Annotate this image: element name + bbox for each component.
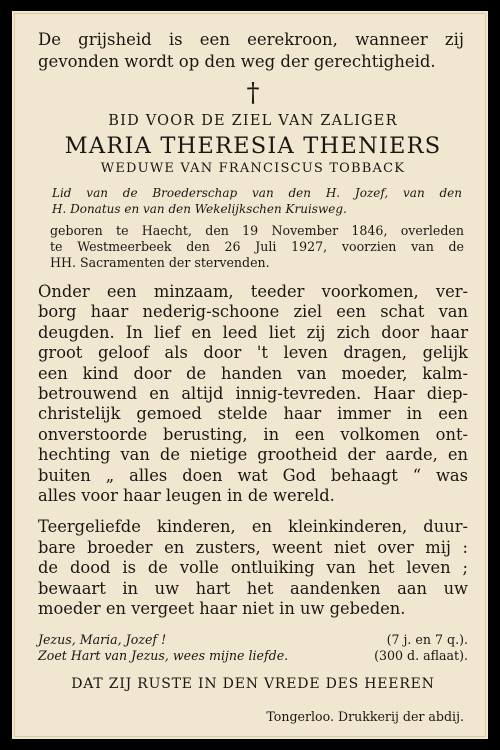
paragraph-line: buiten „ alles doen wat God behaagt “ was [38, 465, 468, 485]
paragraph-line: moeder en vergeet haar niet in uw gebeden. [38, 599, 406, 619]
membership [52, 185, 462, 217]
paragraph-line: Teergeliefde kinderen, en kleinkinderen, duur- [38, 517, 468, 537]
deceased-name: MARIA THERESIA THENIERS [64, 133, 442, 159]
prayers [38, 632, 468, 664]
epigraph-line: gevonden wordt op den weg der gerechtigheid. [38, 52, 436, 71]
epigraph [38, 29, 464, 73]
closing-line: DAT ZIJ RUSTE IN DEN VREDE DES HEEREN [71, 675, 435, 692]
birth-death-line: HH. Sacramenten der stervenden. [50, 255, 270, 270]
paragraph-line: bare broeder en zusters, weent niet over mij : [38, 537, 468, 557]
prayer-indulgence: (7 j. en 7 q.). [386, 631, 468, 647]
birth-death-line: te Westmeerbeek den 26 Juli 1927, voorzien van de [50, 239, 464, 254]
paragraph-line: christelijk gemoed stelde haar immer in een [38, 404, 468, 424]
paragraph-line: alles voor haar leugen in de wereld. [38, 486, 335, 506]
paragraph-line: borg haar nederig-schoone ziel een schat van [38, 302, 468, 322]
prayer-text: Jezus, Maria, Jozef ! [38, 631, 167, 647]
prayer-text: Zoet Hart van Jezus, wees mijne liefde. [38, 647, 289, 663]
birth-death-info [50, 223, 464, 271]
paragraph-line: bewaart in uw hart het aandenken aan uw [38, 578, 468, 598]
prayer-row [38, 632, 468, 648]
birth-death-line: geboren te Haecht, den 19 November 1846, overleden [50, 223, 464, 238]
paragraph-line: de dood is de volle ontluiking van het leven ; [38, 558, 468, 578]
widow-line: WEDUWE VAN FRANCISCUS TOBBACK [100, 161, 406, 176]
memorial-card [12, 11, 488, 739]
paragraph-line: hechting van de nietige grootheid der aarde, en [38, 445, 468, 465]
paragraph-virtues [38, 282, 468, 506]
paragraph-line: groot geloof als door 't leven dragen, gelijk [38, 343, 468, 363]
prayer-request: BID VOOR DE ZIEL VAN ZALIGER [108, 113, 398, 129]
paragraph-line: een kind door de handen van moeder, kalm- [38, 363, 468, 383]
epigraph-line: De grijsheid is een eerekroon, wanneer zij [38, 30, 464, 49]
paragraph-line: onverstoorde berusting, in een volkomen ont- [38, 424, 468, 444]
prayer-indulgence: (300 d. aflaat). [374, 647, 468, 663]
paragraph-farewell [38, 517, 468, 619]
membership-line: Lid van de Broederschap van den H. Jozef, van den [52, 186, 462, 200]
paragraph-line: betrouwend en altijd innig-tevreden. Haar diep- [38, 384, 468, 404]
cross-icon: † [246, 78, 260, 108]
printer-line: Tongerloo. Drukkerij der abdij. [266, 708, 464, 724]
paragraph-line: Onder een minzaam, teeder voorkomen, ver- [38, 282, 468, 301]
membership-line: H. Donatus en van den Wekelijkschen Kruisweg. [52, 202, 347, 216]
prayer-row [38, 648, 468, 664]
paragraph-line: deugden. In lief en leed liet zij zich door haar [38, 322, 468, 342]
